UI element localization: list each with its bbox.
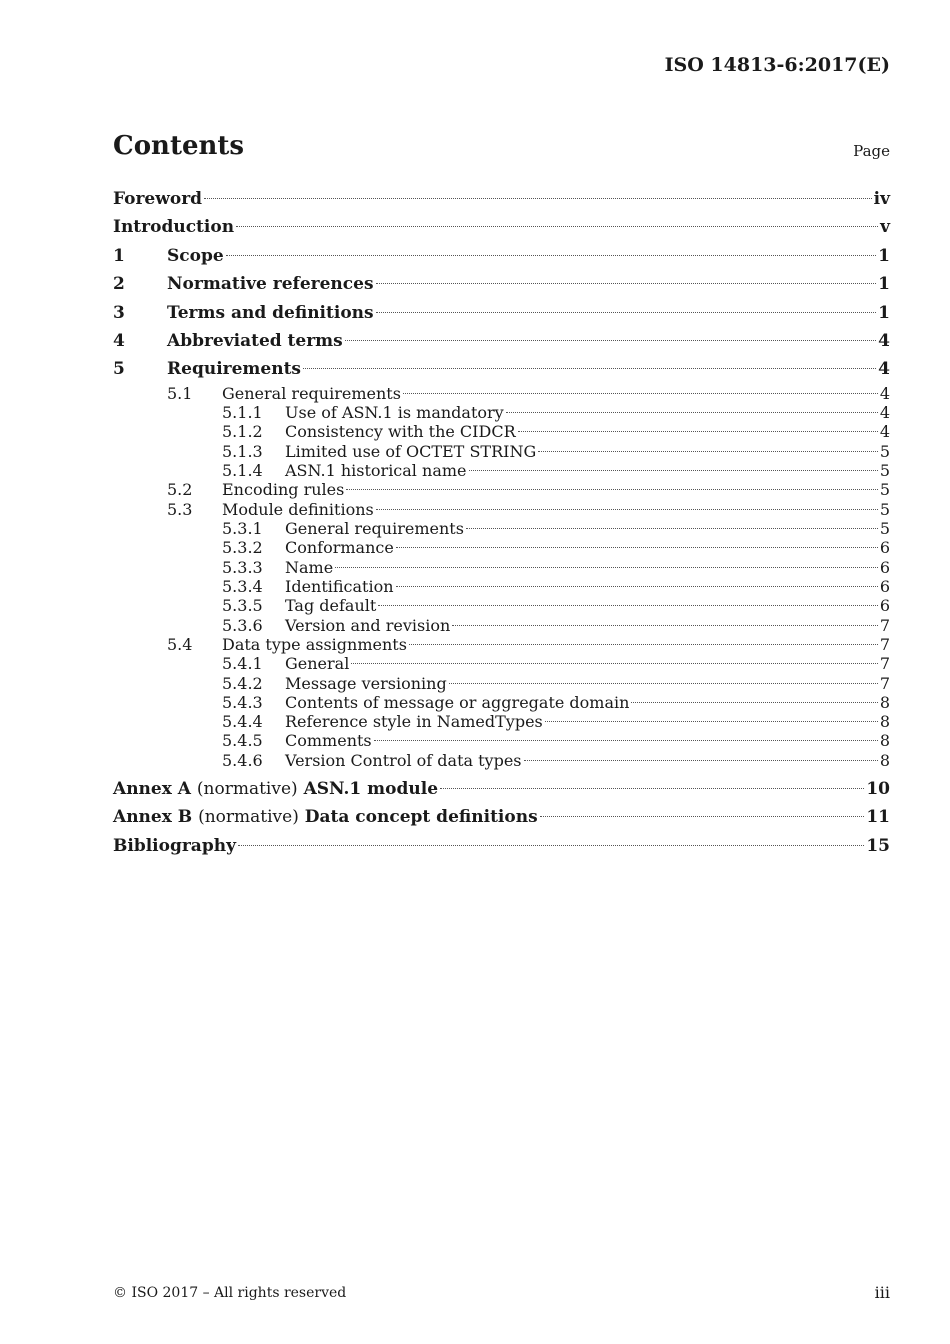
toc-entry-title: Tag default	[285, 596, 377, 616]
table-of-contents	[113, 185, 890, 860]
toc-entry-page: 6	[879, 538, 890, 558]
toc-entry-number: 4	[113, 330, 125, 351]
toc-entry-1[interactable]	[113, 242, 890, 270]
toc-entry-title	[113, 803, 538, 831]
toc-entry-number: 5.4.1	[222, 654, 263, 674]
annex-label: Annex B	[113, 807, 193, 828]
dot-leader	[469, 470, 878, 471]
toc-entry-title: Requirements	[167, 359, 302, 380]
toc-entry-title: Reference style in NamedTypes	[285, 712, 543, 732]
dot-leader	[540, 816, 865, 817]
document-id: ISO 14813-6:2017(E)	[664, 54, 890, 76]
toc-entry-title: Version Control of data types	[285, 750, 522, 770]
dot-leader	[524, 760, 878, 761]
toc-entry-page: 10	[866, 779, 890, 800]
dot-leader	[236, 226, 878, 227]
toc-entry-5-4-6[interactable]	[113, 751, 890, 770]
toc-entry-page: 5	[879, 461, 890, 481]
toc-entry-number: 5.3.2	[222, 538, 263, 558]
toc-entry-title: Contents of message or aggregate domain	[285, 692, 630, 712]
toc-entry-title: Terms and definitions	[167, 302, 374, 323]
dot-leader	[346, 489, 877, 490]
dot-leader	[545, 721, 878, 722]
toc-entry-annex-a[interactable]	[113, 775, 890, 803]
toc-entry-4[interactable]	[113, 327, 890, 355]
dot-leader	[238, 845, 864, 846]
toc-entry-title: Data type assignments	[222, 634, 407, 654]
toc-entry-foreword[interactable]	[113, 185, 890, 213]
dot-leader	[376, 509, 878, 510]
toc-entry-page: 1	[878, 274, 890, 295]
annex-title: Data concept definitions	[304, 807, 538, 828]
dot-leader	[374, 740, 878, 741]
toc-entry-page: 8	[879, 692, 890, 712]
toc-entry-page: 11	[866, 807, 890, 828]
toc-entry-number: 5.3.6	[222, 615, 263, 635]
toc-entry-number: 3	[113, 302, 125, 323]
toc-entry-page: 6	[879, 557, 890, 577]
dot-leader	[396, 547, 878, 548]
toc-entry-page: 7	[879, 673, 890, 693]
toc-entry-number: 5.1.1	[222, 403, 263, 423]
toc-entry-5[interactable]	[113, 355, 890, 383]
dot-leader	[345, 340, 876, 341]
toc-entry-5-1-3[interactable]	[113, 442, 890, 461]
toc-entry-title: Message versioning	[285, 673, 447, 693]
annex-section	[113, 775, 890, 860]
page-title: Contents	[113, 131, 245, 161]
toc-entry-5-4-4[interactable]	[113, 712, 890, 731]
toc-entry-number: 5.3.4	[222, 576, 263, 596]
toc-entry-bibliography[interactable]	[113, 832, 890, 860]
toc-entry-page: 4	[878, 330, 890, 351]
toc-entry-page: 4	[879, 403, 890, 423]
dot-leader	[226, 255, 876, 256]
toc-entry-title: Abbreviated terms	[167, 330, 343, 351]
toc-entry-5-1[interactable]	[113, 384, 890, 403]
toc-entry-5-3-5[interactable]	[113, 596, 890, 615]
annex-type: (normative)	[198, 807, 299, 828]
dot-leader	[204, 198, 872, 199]
toc-entry-page: 5	[879, 480, 890, 500]
toc-entry-page: 6	[879, 596, 890, 616]
toc-entry-number: 5.4	[167, 634, 193, 654]
toc-entry-number: 5.4.2	[222, 673, 263, 693]
toc-entry-5-1-1[interactable]	[113, 403, 890, 422]
toc-entry-5-1-2[interactable]	[113, 422, 890, 441]
toc-entry-number: 5.2	[167, 480, 193, 500]
toc-entry-page: 5	[879, 441, 890, 461]
toc-entry-page: 1	[878, 302, 890, 323]
toc-entry-5-4-1[interactable]	[113, 654, 890, 673]
toc-entry-number: 2	[113, 274, 125, 295]
annex-label: Annex A	[113, 779, 191, 800]
toc-entry-page: 7	[879, 634, 890, 654]
toc-entry-page: 6	[879, 576, 890, 596]
toc-entry-introduction[interactable]	[113, 213, 890, 241]
toc-entry-number: 5.1	[167, 383, 193, 403]
toc-entry-number: 5.3	[167, 499, 193, 519]
toc-entry-title: Identification	[285, 576, 394, 596]
dot-leader	[335, 567, 878, 568]
toc-entry-title: Introduction	[113, 217, 235, 238]
toc-entry-page: v	[880, 217, 890, 238]
toc-entry-page: 5	[879, 499, 890, 519]
toc-entry-title: Consistency with the CIDCR	[285, 422, 516, 442]
dot-leader	[518, 431, 878, 432]
toc-entry-title: Comments	[285, 731, 372, 751]
toc-entry-5-4-3[interactable]	[113, 693, 890, 712]
toc-entry-page: 15	[866, 835, 890, 856]
toc-entry-title: General	[285, 654, 350, 674]
toc-entry-title: Scope	[167, 245, 224, 266]
toc-entry-5-4-5[interactable]	[113, 731, 890, 750]
toc-entry-number: 1	[113, 245, 125, 266]
annex-type: (normative)	[196, 779, 298, 800]
toc-entry-number: 5.1.3	[222, 441, 263, 461]
dot-leader	[506, 412, 878, 413]
toc-entry-5-3-4[interactable]	[113, 577, 890, 596]
toc-entry-title: Encoding rules	[222, 480, 345, 500]
annex-title: ASN.1 module	[303, 779, 439, 800]
page-number: iii	[874, 1283, 890, 1302]
toc-entry-5-3-3[interactable]	[113, 558, 890, 577]
toc-entry-page: 8	[879, 750, 890, 770]
toc-entry-5-3[interactable]	[113, 500, 890, 519]
dot-leader	[351, 663, 877, 664]
toc-entry-annex-b[interactable]	[113, 803, 890, 831]
dot-leader	[303, 368, 876, 369]
dot-leader	[378, 605, 877, 606]
dot-leader	[409, 644, 878, 645]
toc-entry-title: Bibliography	[113, 835, 236, 856]
toc-entry-number: 5.1.2	[222, 422, 263, 442]
dot-leader	[631, 702, 877, 703]
toc-entry-page: 7	[879, 615, 890, 635]
toc-entry-title: General requirements	[222, 383, 401, 403]
toc-entry-title: Name	[285, 557, 334, 577]
toc-entry-page: 5	[879, 519, 890, 539]
toc-entry-title: Use of ASN.1 is mandatory	[285, 403, 504, 423]
toc-entry-page: 7	[879, 654, 890, 674]
toc-entry-page: 4	[878, 359, 890, 380]
toc-entry-title: Foreword	[113, 189, 203, 209]
toc-entry-number: 5.4.3	[222, 692, 263, 712]
toc-entry-title: ASN.1 historical name	[285, 461, 467, 481]
dot-leader	[376, 283, 877, 284]
toc-entry-5-3-1[interactable]	[113, 519, 890, 538]
toc-entry-number: 5.1.4	[222, 461, 263, 481]
toc-entry-5-1-4[interactable]	[113, 461, 890, 480]
page-column-label: Page	[853, 142, 890, 160]
dot-leader	[538, 451, 878, 452]
toc-entry-page: 4	[879, 422, 890, 442]
toc-entry-title: Limited use of OCTET STRING	[285, 441, 537, 461]
toc-entry-5-2[interactable]	[113, 480, 890, 499]
toc-entry-page: 8	[879, 712, 890, 732]
toc-entry-number: 5.3.1	[222, 519, 263, 539]
toc-entry-5-4-2[interactable]	[113, 674, 890, 693]
toc-entry-title: Module definitions	[222, 499, 374, 519]
toc-entry-number: 5	[113, 359, 125, 380]
dot-leader	[466, 528, 878, 529]
dot-leader	[449, 683, 878, 684]
toc-entry-page: 4	[879, 383, 890, 403]
dot-leader	[396, 586, 878, 587]
copyright-notice: © ISO 2017 – All rights reserved	[113, 1285, 347, 1301]
dot-leader	[452, 625, 878, 626]
toc-entry-5-3-2[interactable]	[113, 538, 890, 557]
toc-entry-page: iv	[873, 189, 890, 209]
toc-entry-page: 1	[878, 245, 890, 266]
toc-entry-number: 5.4.6	[222, 750, 263, 770]
toc-entry-title: Conformance	[285, 538, 394, 558]
toc-entry-number: 5.3.3	[222, 557, 263, 577]
dot-leader	[440, 788, 864, 789]
dot-leader	[376, 312, 877, 313]
toc-entry-2[interactable]	[113, 270, 890, 298]
toc-entry-title: General requirements	[285, 519, 464, 539]
toc-entry-number: 5.3.5	[222, 596, 263, 616]
toc-entry-3[interactable]	[113, 299, 890, 327]
toc-entry-title: Version and revision	[285, 615, 451, 635]
toc-entry-page: 8	[879, 731, 890, 751]
toc-entry-5-3-6[interactable]	[113, 616, 890, 635]
toc-entry-title: Normative references	[167, 274, 374, 295]
toc-entry-number: 5.4.5	[222, 731, 263, 751]
toc-entry-title	[113, 775, 438, 803]
dot-leader	[403, 393, 878, 394]
toc-entry-number: 5.4.4	[222, 712, 263, 732]
toc-entry-5-4[interactable]	[113, 635, 890, 654]
